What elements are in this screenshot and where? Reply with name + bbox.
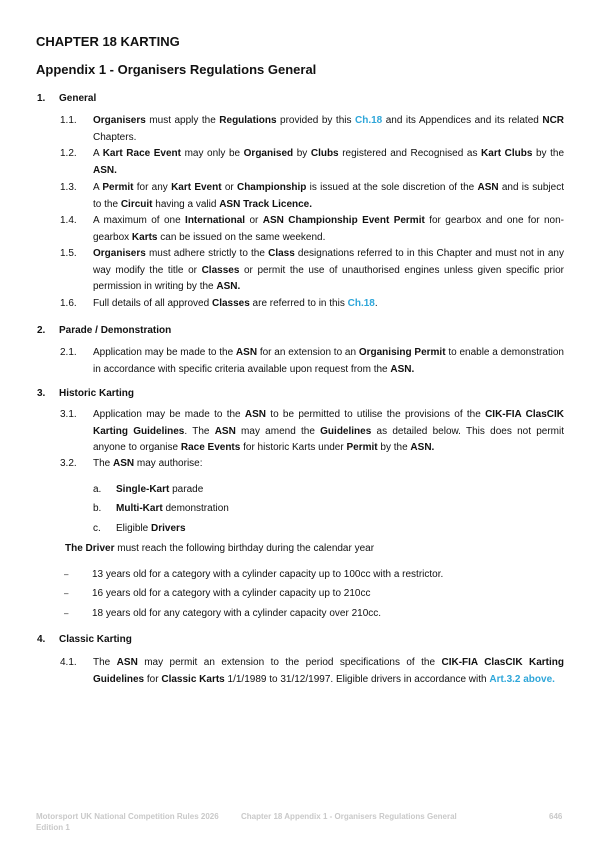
text-run: or [245,215,263,226]
defined-term: Circuit [120,198,153,210]
paragraph-1-4: 1.4. A maximum of one International or ASN Championship Event Permit for gearbox and one for non-gearbox Karts can be issued on the same weekend. [60,215,565,243]
text-run: having a valid [152,198,220,210]
text-run: The [93,458,114,469]
defined-term: Classes [201,264,240,276]
defined-term: Karts [131,231,158,243]
chapter-title: CHAPTER 18 KARTING [36,34,180,49]
text-run: may authorise: [134,458,203,469]
text-run: can be issued on the same weekend. [157,231,326,243]
paragraph-3-1: 3.1. Application may be made to the ASN to be permitted to utilise the provisions of the CIK-FIA ClasCIK Karting Guidelines. The ASN may amend the Guidelines as detailed below. This does not permit anyone to organise Race Events for historic Karts under Permit by the ASN. [60,409,564,453]
paragraph-1-5: 1.5. Organisers must adhere strictly to the Class designations referred to in this Chapter and must not in any way modify the title or Classes or permit the use of unauthorised engines unless given specific prior permission in writing by the ASN. [60,248,564,292]
defined-term: Clubs [310,148,339,159]
defined-term: ASN [235,347,258,358]
text-run: to be permitted to utilise the provisions of the [266,409,486,420]
text-run: must apply the [145,115,220,126]
text-run: designations referred to in this Chapter and must not in any way modify the title or [93,248,564,276]
defined-term: Classic Karts [161,673,225,685]
defined-term: CIK-FIA ClasCIK Karting Guidelines [93,657,564,685]
text-run: provided by this [276,115,355,126]
defined-term: Kart Event [171,182,222,193]
defined-term: Organisers [93,115,146,126]
paragraph-1-6: 1.6. Full details of all approved Classes are referred to in this Ch.18. [60,298,378,309]
defined-term: Kart Race Event [102,148,181,159]
defined-term: NCR [542,115,565,126]
defined-term: Permit [346,442,378,453]
defined-term: Classes [211,298,250,309]
cross-reference-link[interactable]: Art.3.2 above. [489,673,555,685]
text-run: or [221,182,237,193]
text-run: for historic Karts under [240,442,347,453]
defined-term: Regulations [219,115,277,126]
section-heading: 1. General [37,93,97,104]
defined-term: ASN. [390,363,415,375]
defined-term: International [185,215,246,226]
text-run: for an extension to an [257,347,359,358]
defined-term: ASN Track Licence. [219,198,313,210]
footer-edition: Edition 1 [36,823,70,832]
defined-term: ASN [113,458,135,469]
text-run: or permit the use of unauthorised engines unless given specific prior permission in writing by the [93,264,564,292]
footer-chapter: Chapter 18 Appendix 1 - Organisers Regulations General [241,812,457,821]
cross-reference-link[interactable]: Ch.18 [354,115,383,126]
text-run: 1/1/1989 to 31/12/1997. Eligible drivers in accordance with [224,673,490,685]
text-run: for any [133,182,172,193]
paragraph-1-1: 1.1. Organisers must apply the Regulations provided by this Ch.18 and its Appendices and its related NCR Chapters. [60,115,565,143]
defined-term: Permit [102,182,134,193]
text-run: Application may be made to the [93,409,245,420]
text-run: by the [377,442,411,453]
text-run: A [93,182,103,193]
text-run: must adhere strictly to the [145,248,269,259]
text-run: may permit an extension to the period specifications of the [137,657,442,668]
defined-term: ASN. [216,281,241,292]
text-run: . The [184,425,215,437]
text-run: Chapters. [93,131,137,143]
text-run: to enable a demonstration in accordance with specific criteria available upon request from the [93,347,564,375]
text-run: for [144,673,162,685]
paragraph-1-2: 1.2. A Kart Race Event may only be Organised by Clubs registered and Recognised as Kart Clubs by the ASN. [60,148,565,176]
text-run: by the [532,148,565,159]
list-item: b. Multi-Kart demonstration [93,503,229,514]
defined-term: Class [268,248,295,259]
paragraph-4-1: 4.1. The ASN may permit an extension to the period specifications of the CIK-FIA ClasCIK Karting Guidelines for Classic Karts 1/1/1989 to 31/12/1997. Eligible drivers in accordance with Art.3.2 above. [60,657,564,685]
text-run: are referred to in this [249,298,348,309]
defined-term: ASN [477,182,499,193]
text-run: A maximum of one [93,215,186,226]
defined-term: Organisers [93,248,146,259]
text-run: Full details of all approved [93,298,212,309]
text-run: registered and Recognised as [338,148,482,159]
driver-note: The Driver must reach the following birthday during the calendar year [65,543,375,554]
text-run: may amend the [235,425,321,437]
paragraph-3-2: 3.2. The ASN may authorise: [60,458,203,469]
text-run: and is subject to the [93,182,564,210]
text-run: as detailed below. This does not permit anyone to organise [93,425,564,453]
section-heading: 3. Historic Karting [37,388,135,399]
section-heading: 4. Classic Karting [37,634,132,645]
text-run: by [293,148,311,159]
defined-term: Championship [236,182,307,193]
defined-term: ASN. [410,442,435,453]
text-run: and its Appendices and its related [382,115,543,126]
appendix-title: Appendix 1 - Organisers Regulations General [36,62,317,77]
paragraph-1-3: 1.3. A Permit for any Kart Event or Championship is issued at the sole discretion of the ASN and is subject to the Circuit having a valid ASN Track Licence. [60,182,564,210]
section-heading: 2. Parade / Demonstration [37,325,172,336]
defined-term: ASN. [93,164,117,176]
cross-reference-link[interactable]: Ch.18 [347,298,375,309]
defined-term: Kart Clubs [481,148,533,159]
defined-term: Organised [243,148,294,159]
defined-term: ASN [244,409,267,420]
text-run: The [93,657,117,668]
footer-rules-title: Motorsport UK National Competition Rules 2026 Edition 1 [36,812,219,832]
text-run: . [374,298,378,309]
text-run: A [93,148,103,159]
text-run: is issued at the sole discretion of the [306,182,478,193]
footer-page-number: 646 [549,812,563,821]
defined-term: ASN [214,425,236,437]
paragraph-2-1: 2.1. Application may be made to the ASN for an extension to an Organising Permit to enable a demonstration in accordance with specific criteria available upon request from the ASN. [60,347,564,375]
defined-term: Organising Permit [358,347,446,358]
defined-term: ASN Championship Event Permit [262,215,425,226]
list-item: – 18 years old for any category with a cylinder capacity over 210cc. [64,608,382,619]
text-run: for gearbox and one for non-gearbox [93,215,565,243]
defined-term: Race Events [180,442,241,453]
list-item: c. Eligible Drivers [93,523,186,534]
text-run: Application may be made to the [93,347,236,358]
text-run: may only be [181,148,244,159]
defined-term: CIK-FIA ClasCIK Karting Guidelines [93,409,564,437]
list-item: a. Single-Kart parade [93,484,204,495]
defined-term: ASN [116,657,138,668]
list-item: – 16 years old for a category with a cylinder capacity up to 210cc [64,588,371,599]
list-item: – 13 years old for a category with a cylinder capacity up to 100cc with a restrictor. [64,569,444,580]
defined-term: Guidelines [320,425,372,437]
